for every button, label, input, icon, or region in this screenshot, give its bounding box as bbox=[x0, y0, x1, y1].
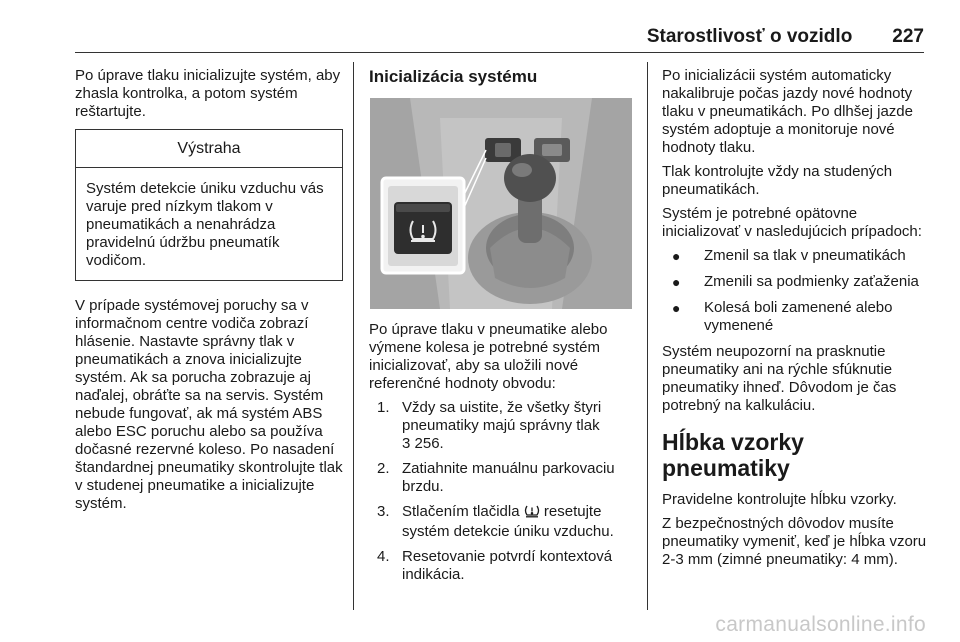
section-heading-init: Inicializácia systému bbox=[369, 67, 538, 86]
step-text: Zatiahnite manuálnu parkovaciu brzdu. bbox=[402, 460, 615, 495]
step-item bbox=[369, 503, 633, 541]
puncture-paragraph: Systém neupozorní na prasknutie pneumatiky ani na rýchle sfúknutie pneumatiky ihneď. Dôvodom je čas potrebný na kalkuláciu. bbox=[662, 343, 897, 414]
tread-check-paragraph: Pravidelne kontrolujte hĺbku vzorky. bbox=[662, 491, 897, 508]
malfunction-paragraph: V prípade systémovej poruchy sa v informačnom centre vodiča zobrazí hlásenie. Nastavte správny tlak v pneumatikách a znova inicializujte systém. Ak sa porucha zobrazuje aj naďalej, obráťte sa na servis. Systém nebude fungovať, ak má systém ABS alebo ESC poruchu alebo sa používa dočasné rezervné koleso. Po nasadení štandardnej pneumatiky skontrolujte tlak v studenej pneumatike a inicializujte systém. bbox=[75, 297, 343, 512]
step-item bbox=[369, 399, 633, 453]
init-steps bbox=[369, 399, 633, 584]
step-item bbox=[369, 548, 633, 584]
list-item: ● Kolesá boli zamenené alebo vymenené bbox=[662, 299, 930, 335]
bullet: ● bbox=[672, 248, 681, 264]
reinit-cases-list bbox=[662, 247, 930, 335]
step-number: 2. bbox=[377, 460, 390, 477]
list-item: ● Zmenil sa tlak v pneumatikách bbox=[662, 247, 930, 265]
step-item bbox=[369, 460, 633, 496]
step-text: Resetovanie potvrdí kontextová indikácia. bbox=[402, 548, 613, 583]
watermark: carmanualsonline.info bbox=[715, 613, 926, 636]
step-text: Stlačením tlačidla resetujte systém detekcie úniku vzduchu. bbox=[402, 503, 614, 540]
list-item: ● Zmenili sa podmienky zaťaženia bbox=[662, 273, 930, 291]
tread-depth-paragraph: Z bezpečnostných dôvodov musíte pneumatiky vymeniť, keď je hĺbka vzoru 2-3 mm (zimné pneumatiky: 4 mm). bbox=[662, 515, 927, 568]
intro-paragraph: Po úprave tlaku inicializujte systém, aby zhasla kontrolka, a potom systém reštartujte. bbox=[75, 67, 341, 120]
page-title: Starostlivosť o vozidlo bbox=[646, 26, 853, 47]
column-2 bbox=[369, 67, 633, 591]
warning-title: Výstraha bbox=[76, 130, 342, 168]
page-ref-link[interactable]: 3 256. bbox=[402, 435, 444, 452]
cold-tyre-paragraph: Tlak kontrolujte vždy na studených pneumatikách. bbox=[662, 163, 893, 198]
header-rule bbox=[75, 52, 924, 53]
tpms-warning-icon bbox=[524, 504, 540, 523]
bullet: ● bbox=[672, 300, 681, 316]
bullet: ● bbox=[672, 274, 681, 290]
step-number: 3. bbox=[377, 503, 390, 520]
column-3 bbox=[662, 67, 930, 575]
warning-box bbox=[75, 129, 343, 281]
step-number: 4. bbox=[377, 548, 390, 565]
console-figure bbox=[370, 98, 632, 309]
page-number: 227 bbox=[892, 26, 924, 47]
step-text: Vždy sa uistite, že všetky štyri pneumatiky majú správny tlak 3 256. bbox=[402, 399, 602, 452]
page-header bbox=[647, 28, 924, 46]
section-heading-tread: Hĺbka vzorky pneumatiky bbox=[662, 429, 804, 481]
column-divider-1 bbox=[353, 62, 354, 610]
column-1 bbox=[75, 67, 343, 519]
init-intro: Po úprave tlaku v pneumatike alebo výmene kolesa je potrebné systém inicializovať, aby sa uložili nové referenčné hodnoty obvodu: bbox=[369, 321, 608, 392]
warning-body: Systém detekcie úniku vzduchu vás varuje pred nízkym tlakom v pneumatikách a nenahrádza pravidelnú údržbu pneumatík vodičom. bbox=[86, 180, 324, 269]
reinit-cases-paragraph: Systém je potrebné opätovne inicializovať v nasledujúcich prípadoch: bbox=[662, 205, 922, 240]
step-number: 1. bbox=[377, 399, 390, 416]
column-divider-2 bbox=[647, 62, 648, 610]
calibration-paragraph: Po inicializácii systém automaticky nakalibruje počas jazdy nové hodnoty tlaku v pneumatikách. Po dlhšej jazde systém adoptuje a monitoruje nové hodnoty tlaku. bbox=[662, 67, 913, 156]
